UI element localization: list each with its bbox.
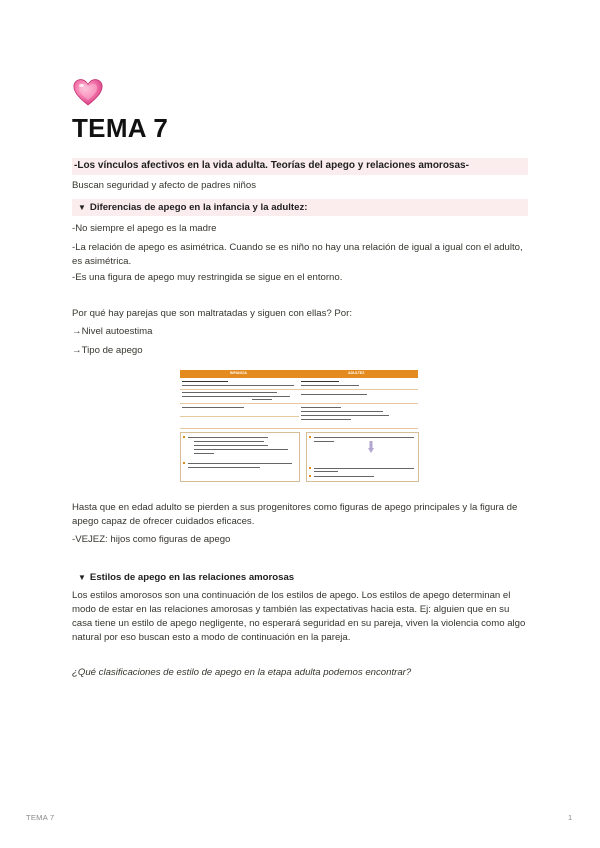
triangle-down-icon[interactable]: ▼ — [78, 573, 86, 582]
styles-text: Los estilos amorosos son una continuación de los estilos de apego. Los estilos de apego determinan el modo de estar en las relaciones amorosas y también las expectativas hacia esta. Ej: alguien que en su casa tiene un estilo de apego negligente, no esperará seguridad en su pareja, viven la violencia como algo natural por eso buscan esto a modo de continuación en la pareja. — [72, 590, 526, 643]
diff-item-2: -La relación de apego es asimétrica. Cuando se es niño no hay una relación de igual a igual con el adulto, es asimétrica. — [72, 242, 523, 267]
question-text: Por qué hay parejas que son maltratadas y siguen con ellas? Por: — [72, 308, 352, 319]
footer-title: TEMA 7 — [26, 813, 55, 822]
diff-item-3: -Es una figura de apego muy restringida se sigue en el entorno. — [72, 272, 343, 283]
page-title: TEMA 7 — [72, 113, 169, 143]
adult-text: Hasta que en edad adulto se pierden a sus progenitores como figuras de apego principales y la figura de apego capaz de ofrecer cuidados eficaces. — [72, 502, 518, 527]
intro-text: Buscan seguridad y afecto de padres niños — [72, 180, 257, 191]
heart-icon — [72, 76, 104, 108]
reason-item-2: →Tipo de apego — [72, 345, 143, 356]
question-adult-styles: ¿Qué clasificaciones de estilo de apego en la etapa adulta podemos encontrar? — [72, 667, 412, 678]
page-number: 1 — [568, 813, 573, 822]
diff-item-1: -No siempre el apego es la madre — [72, 223, 217, 234]
section-subtitle: -Los vínculos afectivos en la vida adulta. Teorías del apego y relaciones amorosas- — [74, 160, 469, 171]
toggle-differences[interactable] — [78, 202, 307, 213]
table-header — [180, 370, 418, 378]
vejez-text: -VEJEZ: hijos como figuras de apego — [72, 534, 231, 545]
toggle-label: Estilos de apego en las relaciones amorosas — [89, 572, 295, 583]
comparison-table-image — [180, 370, 418, 484]
col2-header: ADULTEZ — [348, 371, 365, 375]
triangle-down-icon[interactable]: ▼ — [78, 203, 86, 212]
col1-header: INFANCIA — [230, 371, 247, 375]
toggle-styles[interactable] — [78, 572, 294, 583]
toggle-label: Diferencias de apego en la infancia y la adultez: — [89, 202, 308, 213]
reason-item-1: →Nivel autoestima — [72, 326, 153, 337]
arrow-down-icon — [368, 441, 374, 453]
